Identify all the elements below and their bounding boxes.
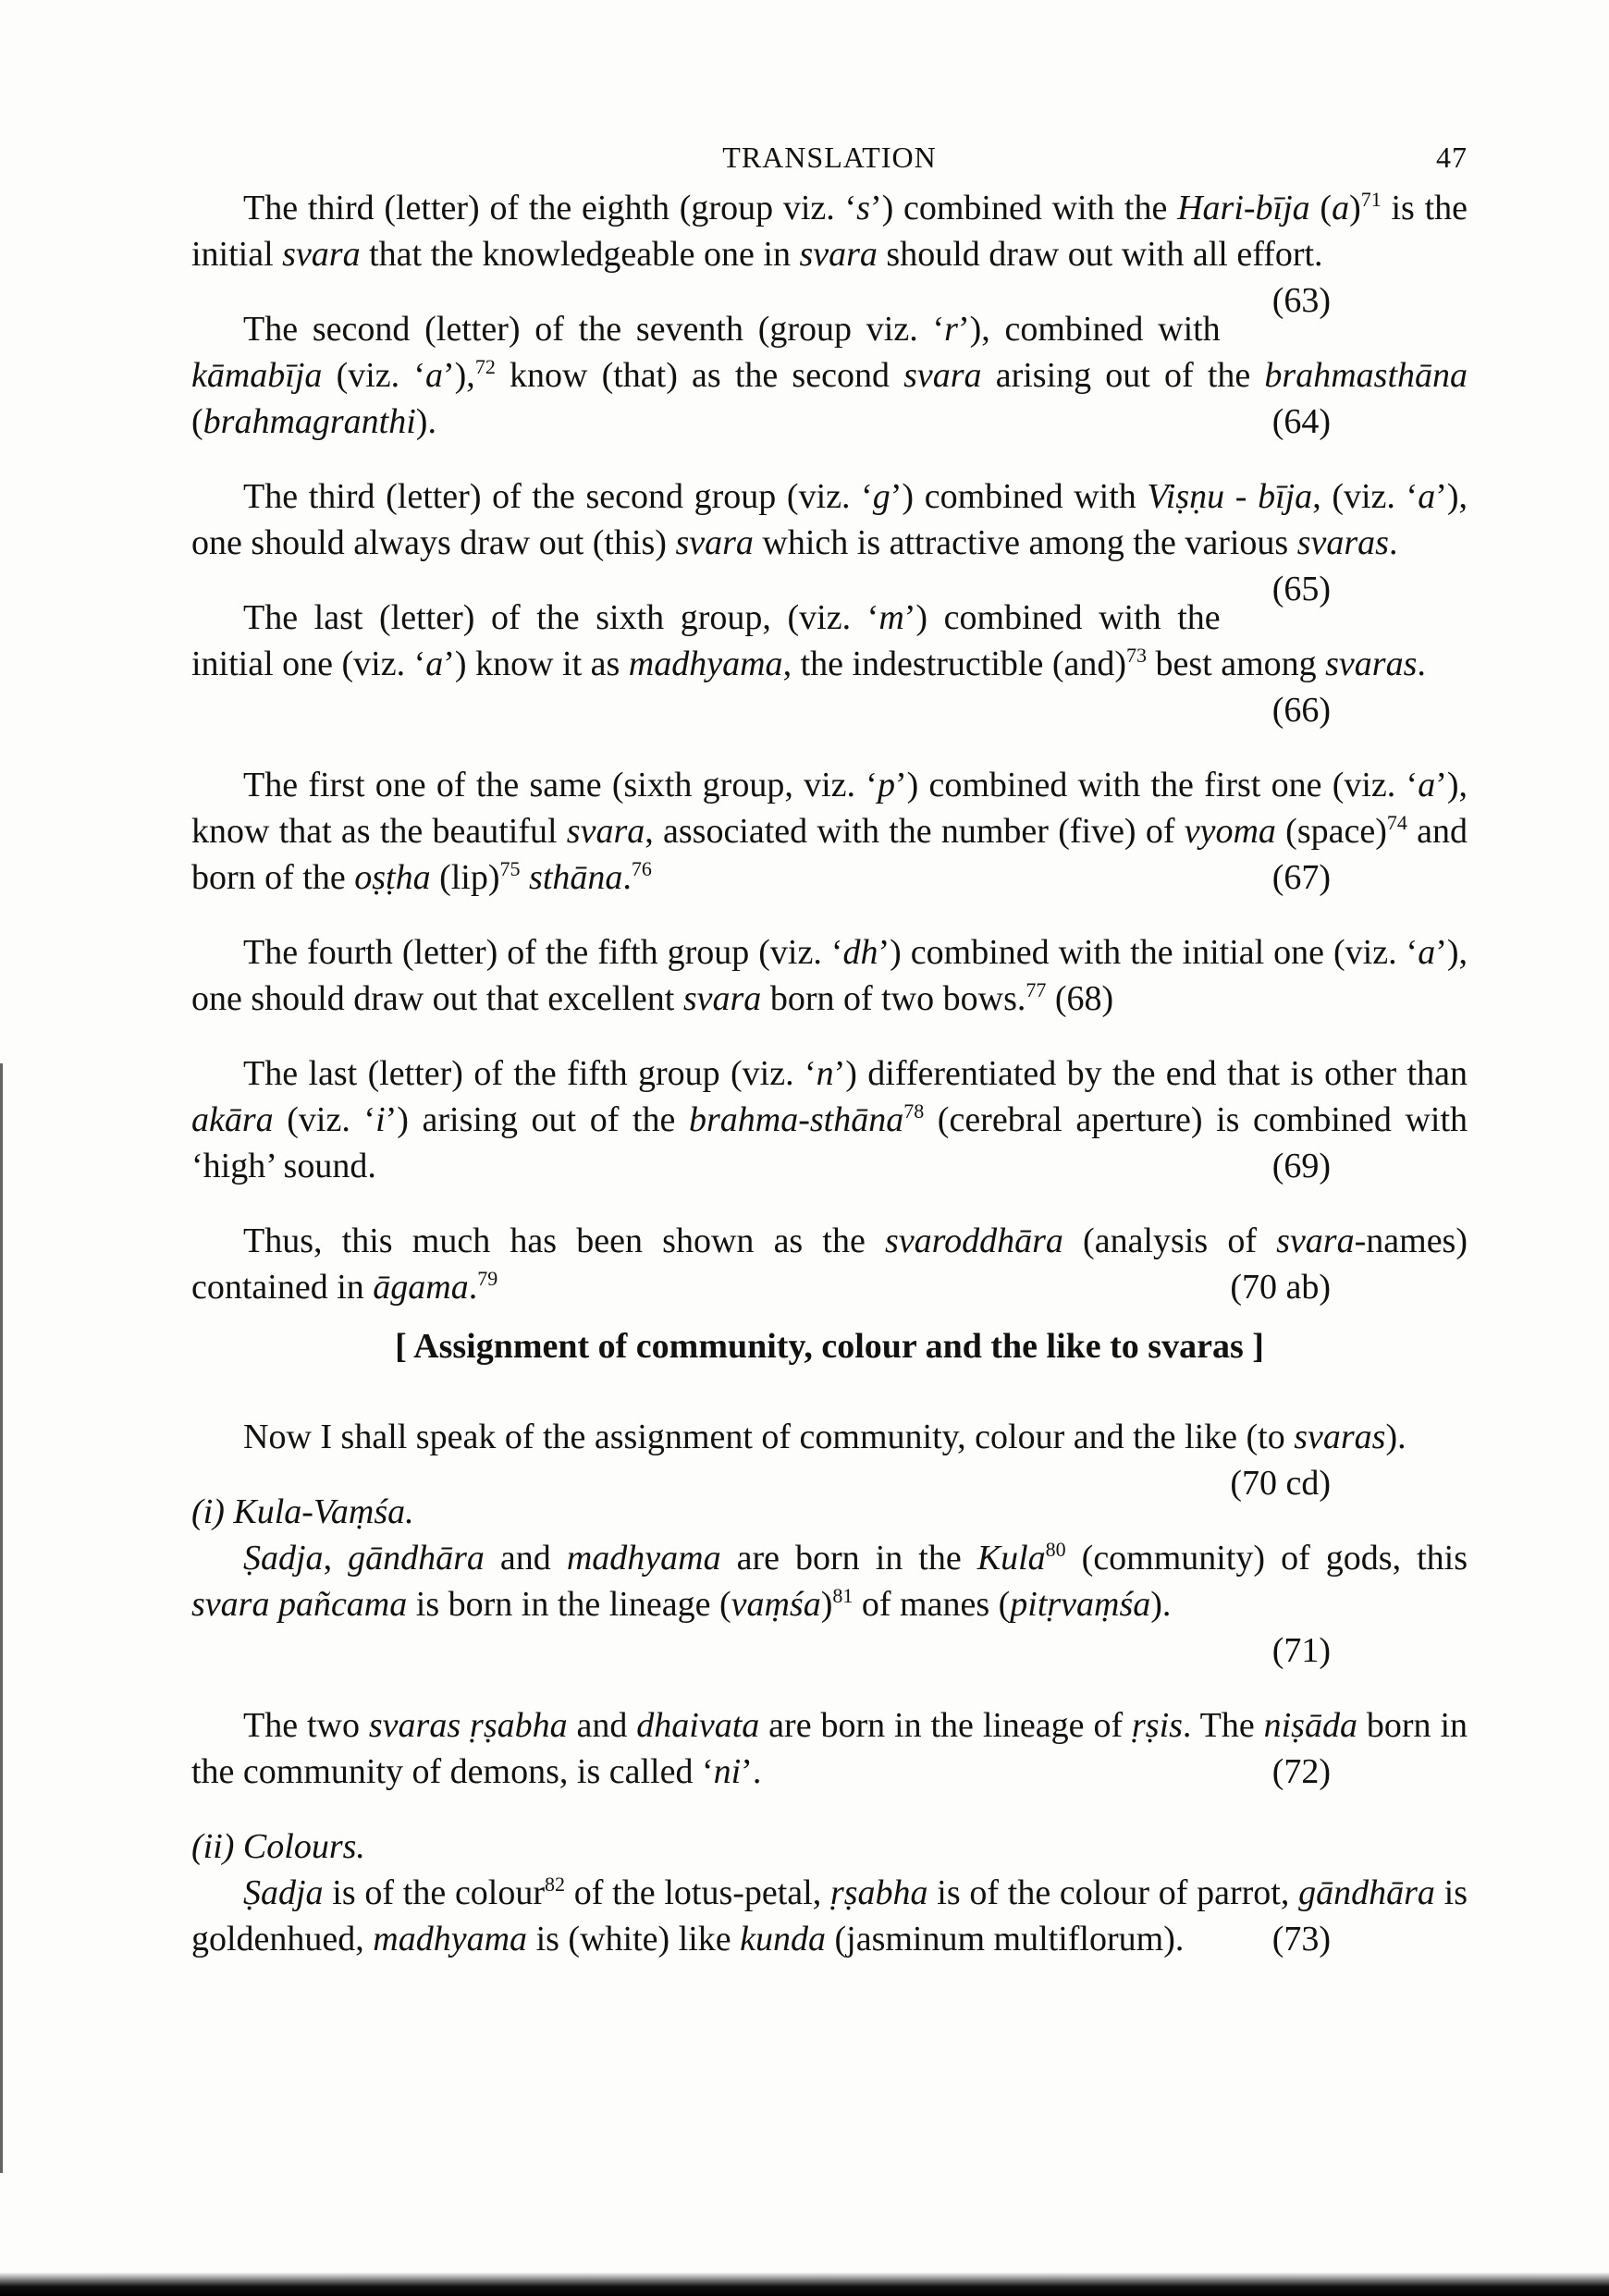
verse-number: (70 ab) bbox=[1230, 1268, 1331, 1307]
verse-number: (70 cd) bbox=[1230, 1464, 1331, 1503]
page-header bbox=[191, 129, 1468, 185]
verse-70ab: Thus, this much has been shown as the svaroddhāra (analysis of svara-names) contained in āgama.$^{79}$ (70 ab) bbox=[191, 1218, 1468, 1310]
verse-72: The two svaras ṛṣabha and dhaivata are born in the lineage of ṛṣis. The niṣāda born in the community of demons, is called ‘ni’. (72) bbox=[191, 1702, 1468, 1795]
verse-65: The third (letter) of the second group (viz. ‘g’) combined with Viṣṇu - bīja, (viz. ‘a’), one should always draw out (this) svara which is attractive among the various svaras. (65) bbox=[191, 473, 1468, 566]
verse-number: (71) bbox=[1271, 1631, 1331, 1670]
verse-number: (69) bbox=[1271, 1147, 1331, 1185]
verse-number: (65) bbox=[1271, 570, 1331, 608]
verse-66: The last (letter) of the sixth group, (viz. ‘m’) combined with the initial one (viz. ‘a’) know it as madhyama, the indestructible (and)$^{73}$ best among svaras. (66) bbox=[191, 595, 1468, 733]
subheading-kula: (i) Kula-Vaṃśa. bbox=[191, 1492, 414, 1531]
verse-number: (64) bbox=[1271, 402, 1331, 441]
verse-number: (73) bbox=[1271, 1920, 1331, 1958]
verse-73: Ṣadja is of the colour$^{82}$ of the lotus-petal, ṛṣabha is of the colour of parrot, gāndhāra is goldenhued, madhyama is (white) like kunda (jasminum multiflorum). (73) bbox=[191, 1870, 1468, 1962]
page bbox=[191, 129, 1468, 1991]
scan-bottom-edge bbox=[0, 2272, 1609, 2296]
verse-68: The fourth (letter) of the fifth group (viz. ‘dh’) combined with the initial one (viz. ‘a’), one should draw out that excellent svara born of two bows.$^{77}$ (68) bbox=[191, 933, 1468, 1018]
verse-number: (66) bbox=[1271, 691, 1331, 730]
verse-number: (67) bbox=[1271, 858, 1331, 897]
section-heading: [ Assignment of community, colour and the like to svaras ] bbox=[395, 1327, 1264, 1366]
running-title: TRANSLATION bbox=[722, 141, 937, 174]
page-number: 47 bbox=[1436, 141, 1468, 174]
verse-number: (72) bbox=[1271, 1752, 1331, 1791]
verse-69: The last (letter) of the fifth group (viz. ‘n’) differentiated by the end that is other than akāra (viz. ‘i’) arising out of the brahma-sthāna$^{78}$ (cerebral aperture) is combined with ‘high’ sound. (69) bbox=[191, 1050, 1468, 1189]
verse-64: The second (letter) of the seventh (group viz. ‘r’), combined with kāmabīja (viz. ‘a’),$^{72}$ know (that) as the second svara arising out of the brahmasthāna (brahmagranthi). (64) bbox=[191, 306, 1468, 445]
verse-70cd: Now I shall speak of the assignment of community, colour and the like (to svaras). (70 cd) bbox=[191, 1414, 1468, 1460]
subheading-colours: (ii) Colours. bbox=[191, 1827, 365, 1866]
verse-63: The third (letter) of the eighth (group viz. ‘s’) combined with the Hari-bīja $(a)^{71}$ is the initial svara that the knowledgeable one in svara should draw out with all effort. (63) bbox=[191, 185, 1468, 277]
scan-edge-shadow bbox=[0, 1063, 3, 2173]
verse-number: (63) bbox=[1271, 281, 1331, 320]
verse-71: Ṣadja, gāndhāra and madhyama are born in the Kula$^{80}$ (community) of gods, this svara pañcama is born in the lineage (vaṃśa)$^{81}$ of manes (pitṛvaṃśa). (71) bbox=[191, 1535, 1468, 1674]
verse-67: The first one of the same (sixth group, viz. ‘p’) combined with the first one (viz. ‘a’), know that as the beautiful svara, associated with the number (five) of vyoma (space)$^{74}$ and born of the oṣṭha (lip)$^{75}$ sthāna.$^{76}$ (67) bbox=[191, 762, 1468, 901]
verse-number: (68) bbox=[1054, 979, 1114, 1018]
